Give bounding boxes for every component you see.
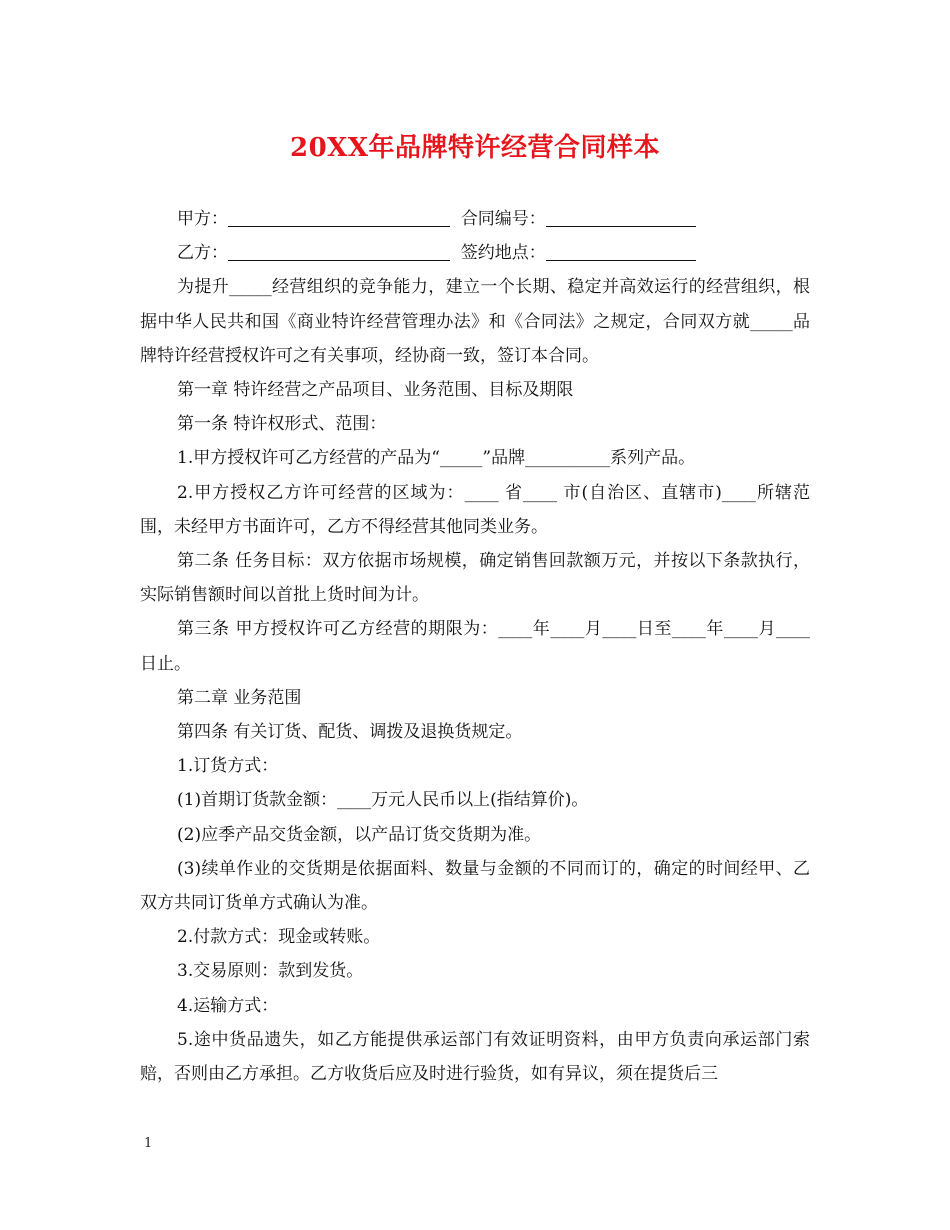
paragraph: (3)续单作业的交货期是依据面料、数量与金额的不同而订的，确定的时间经甲、乙双方共同订货单方式确认为准。 xyxy=(140,858,810,914)
paragraph: 1.订货方式： xyxy=(177,756,279,777)
article-heading: 第一条 特许权形式、范围： xyxy=(177,414,387,435)
paragraph: (1)首期订货款金额：____万元人民币以上(指结算价)。 xyxy=(177,790,589,811)
article-heading: 第四条 有关订货、配货、调拨及退换货规定。 xyxy=(177,722,523,743)
party-a-row xyxy=(140,202,810,236)
party-a-label: 甲方： xyxy=(177,209,228,229)
paragraph: (2)应季产品交货金额，以产品订货交货期为准。 xyxy=(177,824,542,845)
party-b-row xyxy=(140,236,810,270)
contract-no-blank xyxy=(546,206,696,227)
paragraph: 2.付款方式：现金或转账。 xyxy=(177,927,381,948)
party-a-blank xyxy=(228,206,450,227)
paragraph: 3.交易原则：款到发货。 xyxy=(177,961,364,982)
party-b-label: 乙方： xyxy=(177,243,228,264)
paragraph: 5.途中货品遗失，如乙方能提供承运部门有效证明资料，由甲方负责向承运部门索赔，否则由乙方承担。乙方收货后应及时进行验货，如有异议，须在提货后三 xyxy=(140,1029,810,1085)
document-body xyxy=(140,202,810,1091)
party-b-blank xyxy=(228,240,450,261)
signing-place-label: 签约地点： xyxy=(460,243,546,264)
page-number: 1 xyxy=(144,1136,153,1151)
paragraph: 1.甲方授权许可乙方经营的产品为“_____”品牌__________系列产品。 xyxy=(177,448,696,469)
chapter-heading: 第一章 特许经营之产品项目、业务范围、目标及期限 xyxy=(177,380,574,401)
paragraph: 第二条 任务目标：双方依据市场规模，确定销售回款额万元，并按以下条款执行，实际销售额时间以首批上货时间为计。 xyxy=(140,551,810,606)
document-title: 20XX年品牌特许经营合同样本 xyxy=(289,133,661,163)
paragraph: 2.甲方授权乙方许可经营的区域为：____ 省____ 市(自治区、直辖市)____所辖范围，未经甲方书面许可，乙方不得经营其他同类业务。 xyxy=(140,482,810,537)
chapter-heading: 第二章 业务范围 xyxy=(177,687,302,708)
paragraph: 4.运输方式： xyxy=(177,995,279,1016)
signing-place-blank xyxy=(546,240,696,261)
paragraph: 第三条 甲方授权许可乙方经营的期限为：____年____月____日至____年____月____日止。 xyxy=(140,619,810,674)
contract-no-label: 合同编号： xyxy=(460,209,546,229)
paragraph: 为提升_____经营组织的竞争能力，建立一个长期、稳定并高效运行的经营组织，根据中华人民共和国《商业特许经营管理办法》和《合同法》之规定，合同双方就_____品牌特许经营授权许可之有关事项，经协商一致，签订本合同。 xyxy=(140,277,810,366)
